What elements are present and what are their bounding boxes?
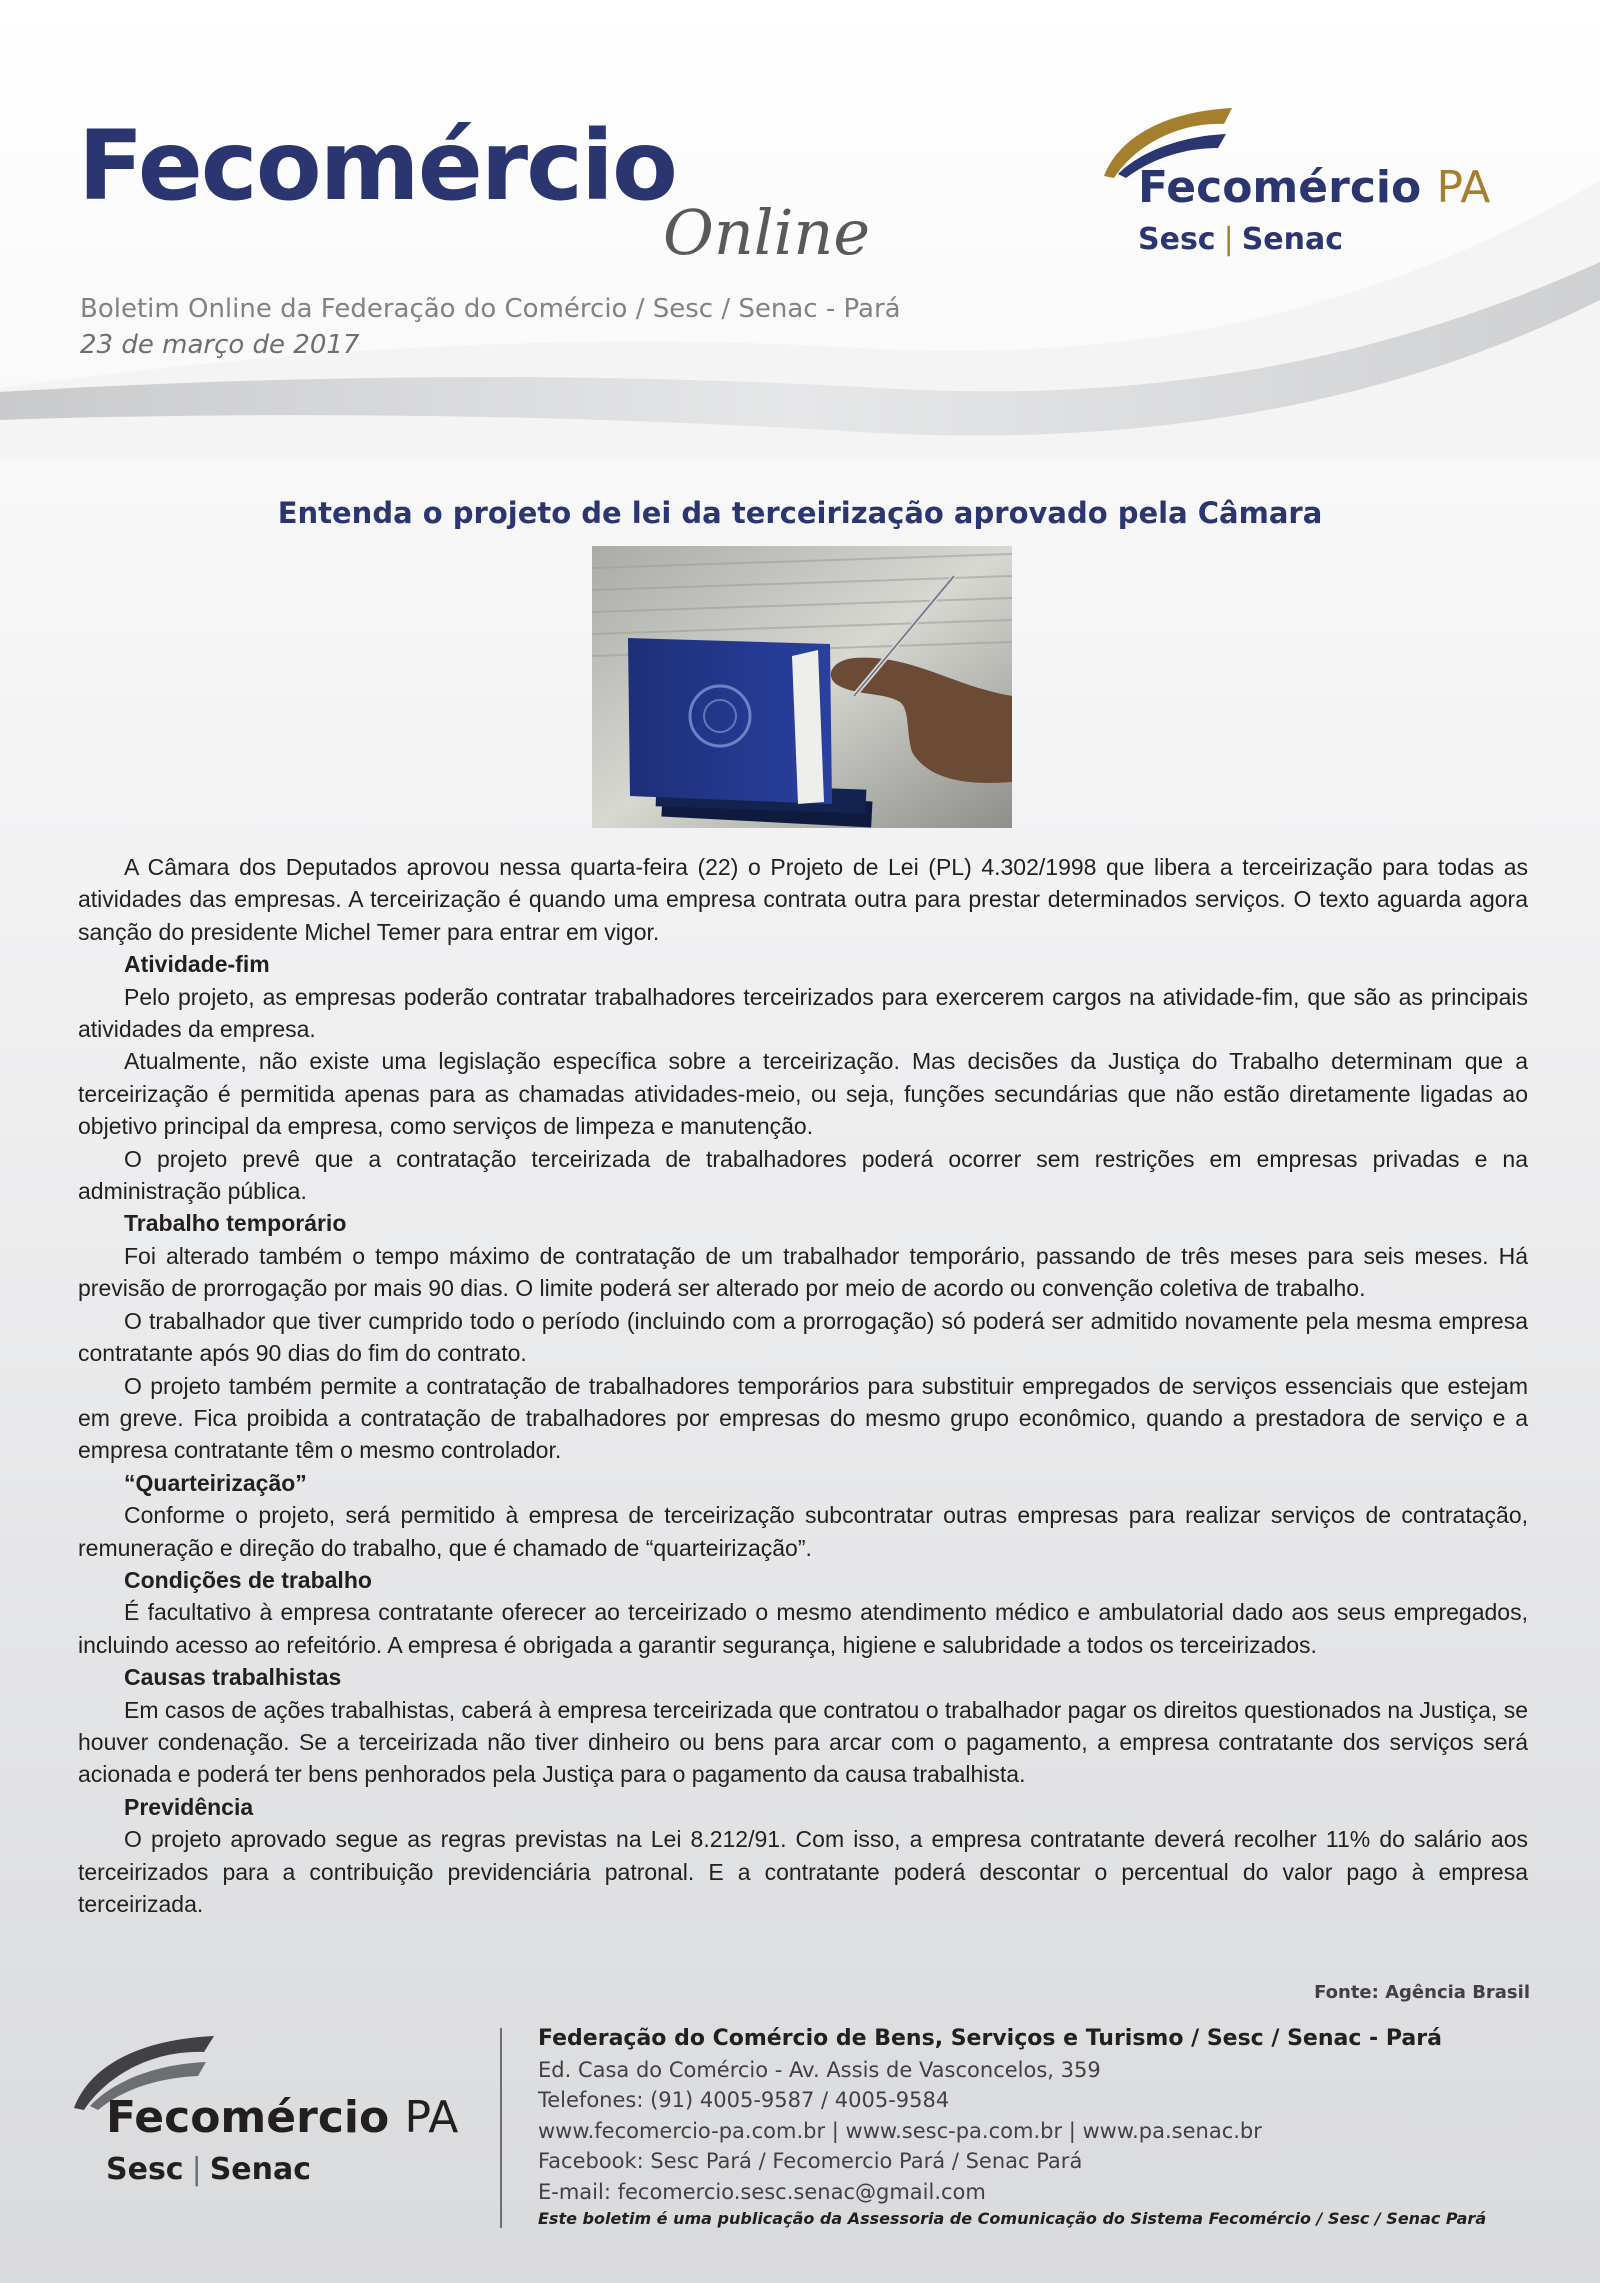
footer-logo-senac: Senac — [209, 2152, 312, 2187]
logo-senac: Senac — [1241, 222, 1344, 257]
logo-name-text: Fecomércio — [1138, 162, 1422, 213]
footer-logo-separator: | — [191, 2152, 202, 2187]
footer-phones: Telefones: (91) 4005-9587 / 4005-9584 — [538, 2088, 950, 2112]
article-subheading: Condições de trabalho — [124, 1566, 372, 1593]
footer-org-name: Federação do Comércio de Bens, Serviços e Turismo / Sesc / Senac - Pará — [538, 2026, 1442, 2051]
article-paragraph: O projeto aprovado segue as regras previstas na Lei 8.212/91. Com isso, a empresa contratante deverá recolher 11% do salário aos terceirizados para a contribuição previdenciária patronal. E a contratante poderá descontar o percentual do valor pago à empresa terceirizada. — [78, 1826, 1528, 1917]
masthead — [78, 110, 871, 269]
footer-logo-suffix: PA — [404, 2092, 459, 2143]
footer-logo-name — [106, 2092, 458, 2143]
footer-address: Ed. Casa do Comércio - Av. Assis de Vasconcelos, 359 — [538, 2057, 1101, 2082]
article-paragraph: Conforme o projeto, será permitido à empresa de terceirização subcontratar outras empresas para realizar serviços de contratação, remuneração e direção do trabalho, que é chamado de “quarteirização”. — [78, 1502, 1528, 1561]
footer-logo — [70, 2030, 490, 2210]
article-subheading: “Quarteirização” — [124, 1469, 307, 1496]
article-paragraph: Foi alterado também o tempo máximo de contratação de um trabalhador temporário, passando de três meses para seis meses. Há previsão de prorrogação por mais 90 dias. O limite poderá ser alterado por meio de acordo ou convenção coletiva de trabalho. — [78, 1242, 1528, 1302]
article-paragraph: A Câmara dos Deputados aprovou nessa quarta-feira (22) o Projeto de Lei (PL) 4.302/1998 que libera a terceirização para todas as atividades das empresas. A terceirização é quando uma empresa contrata outra para prestar determinados serviços. O texto aguarda agora sanção do presidente Michel Temer para entrar em vigor. — [78, 854, 1528, 945]
article-paragraph: O projeto também permite a contratação de trabalhadores temporários para substituir empregados de serviços essenciais que estejam em greve. Fica proibida a contratação de trabalhadores por empresas do mesmo grupo econômico, quando a prestadora de serviço e a empresa contratante têm o mesmo controlador. — [78, 1372, 1528, 1464]
header-logo — [1100, 104, 1520, 264]
publication-date: 23 de março de 2017 — [80, 330, 360, 360]
footer-contact — [538, 2024, 1486, 2231]
logo-suffix: PA — [1436, 162, 1491, 213]
footer-logo-sub — [106, 2152, 311, 2187]
logo-name — [1138, 162, 1490, 213]
article-body — [78, 851, 1528, 1920]
footer-logo-sesc: Sesc — [106, 2152, 184, 2187]
footer-divider — [500, 2028, 502, 2228]
footer-facebook: Facebook: Sesc Pará / Fecomercio Pará / Senac Pará — [538, 2149, 1083, 2173]
article-subheading: Causas trabalhistas — [124, 1664, 342, 1691]
article-paragraph: Em casos de ações trabalhistas, caberá à empresa terceirizada que contratou o trabalhador pagar os direitos questionados na Justiça, se houver condenação. Se a terceirizada não tiver dinheiro ou bens para arcar com o pagamento, a empresa contratante dos serviços será acionada e poderá ter bens penhorados pela Justiça para o pagamento da causa trabalhista. — [78, 1696, 1528, 1788]
article-subheading: Trabalho temporário — [124, 1210, 347, 1237]
article-paragraph: O projeto prevê que a contratação terceirizada de trabalhadores poderá ocorrer sem restrições em empresas privadas e na administração pública. — [78, 1145, 1528, 1205]
logo-sesc: Sesc — [1138, 222, 1216, 257]
article-photo — [592, 546, 1012, 828]
logo-sub — [1138, 222, 1343, 257]
footer-websites: www.fecomercio-pa.com.br | www.sesc-pa.com.br | www.pa.senac.br — [538, 2118, 1262, 2143]
footer-note: Este boletim é uma publicação da Assessoria de Comunicação do Sistema Fecomércio / Sesc / Senac Pará — [538, 2209, 1487, 2228]
article-subheading: Atividade-fim — [124, 951, 270, 978]
article-paragraph: Atualmente, não existe uma legislação específica sobre a terceirização. Mas decisões da Justiça do Trabalho determinam que a terceirização é permitida apenas para as chamadas atividades-meio, ou seja, funções secundárias que não estão diretamente ligadas ao objetivo principal da empresa, como serviços de limpeza e manutenção. — [78, 1048, 1528, 1140]
masthead-title: Fecomércio — [78, 110, 676, 222]
article-source: Fonte: Agência Brasil — [1314, 1982, 1530, 2003]
article-headline: Entenda o projeto de lei da terceirização aprovado pela Câmara — [277, 496, 1323, 530]
article-subheading: Previdência — [124, 1793, 254, 1820]
footer-logo-name-text: Fecomércio — [106, 2092, 390, 2143]
article-paragraph: É facultativo à empresa contratante oferecer ao terceirizado o mesmo atendimento médico e ambulatorial dado aos seus empregados, incluindo acesso ao refeitório. A empresa é obrigada a garantir segurança, higiene e salubridade a todos os terceirizados. — [78, 1599, 1528, 1658]
bulletin-subtitle: Boletim Online da Federação do Comércio / Sesc / Senac - Pará — [80, 294, 901, 324]
footer-email: E-mail: fecomercio.sesc.senac@gmail.com — [538, 2179, 986, 2204]
logo-separator: | — [1223, 222, 1234, 257]
masthead-script: Online — [663, 196, 871, 269]
article-paragraph: O trabalhador que tiver cumprido todo o período (incluindo com a prorrogação) só poderá ser admitido novamente pela mesma empresa contratante após 90 dias do fim do contrato. — [78, 1307, 1528, 1367]
article-paragraph: Pelo projeto, as empresas poderão contratar trabalhadores terceirizados para exercerem cargos na atividade-fim, que são as principais atividades da empresa. — [78, 983, 1528, 1043]
